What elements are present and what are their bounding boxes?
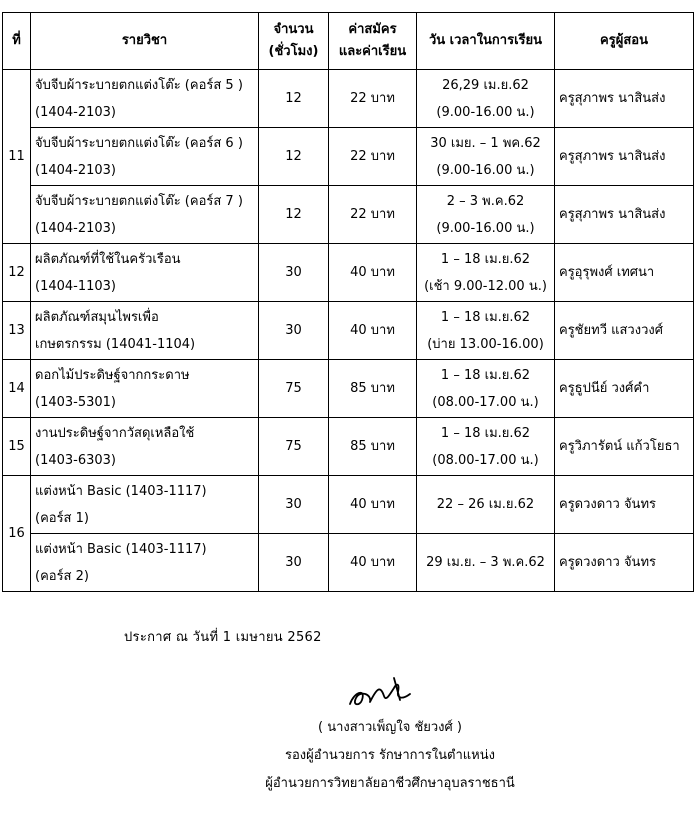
time-line2: (เช้า 9.00-12.00 น.) <box>424 278 547 294</box>
header-fee-line2: และค่าเรียน <box>338 44 407 59</box>
row-subject <box>31 186 259 244</box>
table-row <box>3 244 694 302</box>
row-hours: 75 <box>259 418 329 476</box>
subject-line2: (1404-1103) <box>35 278 117 294</box>
header-no: ที่ <box>3 13 31 70</box>
row-teacher: ครูดวงดาว จันทร <box>555 476 694 534</box>
row-fee: 22 บาท <box>329 128 417 186</box>
row-no: 12 <box>3 244 31 302</box>
time-line2: (9.00-16.00 น.) <box>436 162 535 178</box>
row-subject <box>31 128 259 186</box>
header-row <box>3 13 694 70</box>
subject-line1: จับจีบผ้าระบายตกแต่งโต๊ะ (คอร์ส 6 ) <box>35 135 243 151</box>
row-time <box>417 244 555 302</box>
announcement-date: ประกาศ ณ วันที่ 1 เมษายน 2562 <box>124 630 322 645</box>
table-row <box>3 186 694 244</box>
time-line2: (08.00-17.00 น.) <box>432 394 539 410</box>
row-subject <box>31 418 259 476</box>
row-no: 13 <box>3 302 31 360</box>
row-teacher: ครูอุรุพงศ์ เทศนา <box>555 244 694 302</box>
time-line1: 2 – 3 พ.ค.62 <box>446 193 525 209</box>
table-row <box>3 534 694 592</box>
row-hours: 75 <box>259 360 329 418</box>
row-fee: 22 บาท <box>329 70 417 128</box>
row-hours: 30 <box>259 302 329 360</box>
row-time <box>417 360 555 418</box>
row-subject <box>31 70 259 128</box>
row-time <box>417 418 555 476</box>
subject-line2: (คอร์ส 2) <box>35 568 89 584</box>
signer-position-1: รองผู้อำนวยการ รักษาการในตำแหน่ง <box>285 748 495 763</box>
subject-line2: เกษตรกรรม (14041-1104) <box>35 336 196 352</box>
time-line2: (9.00-16.00 น.) <box>436 104 535 120</box>
subject-line1: ดอกไม้ประดิษฐ์จากกระดาษ <box>35 367 190 383</box>
subject-line2: (1403-5301) <box>35 394 117 410</box>
row-fee: 40 บาท <box>329 244 417 302</box>
subject-line1: จับจีบผ้าระบายตกแต่งโต๊ะ (คอร์ส 7 ) <box>35 193 243 209</box>
header-fee <box>329 13 417 70</box>
row-fee: 85 บาท <box>329 418 417 476</box>
table-row <box>3 70 694 128</box>
subject-line1: จับจีบผ้าระบายตกแต่งโต๊ะ (คอร์ส 5 ) <box>35 77 243 93</box>
row-no: 16 <box>3 476 31 592</box>
row-hours: 12 <box>259 186 329 244</box>
row-hours: 30 <box>259 244 329 302</box>
table-row <box>3 360 694 418</box>
row-subject <box>31 534 259 592</box>
subject-line2: (1404-2103) <box>35 104 117 120</box>
time-line2: (บ่าย 13.00-16.00) <box>427 336 544 352</box>
table-row <box>3 302 694 360</box>
subject-line2: (1404-2103) <box>35 220 117 236</box>
row-fee: 22 บาท <box>329 186 417 244</box>
time-line2: (08.00-17.00 น.) <box>432 452 539 468</box>
table-row <box>3 476 694 534</box>
row-teacher: ครูวิภารัตน์ แก้วโยธา <box>555 418 694 476</box>
subject-line1: แต่งหน้า Basic (1403-1117) <box>35 483 207 499</box>
time-line1: 30 เมย. – 1 พค.62 <box>430 135 541 151</box>
row-no: 14 <box>3 360 31 418</box>
time-line1: 1 – 18 เม.ย.62 <box>440 367 531 383</box>
header-hours <box>259 13 329 70</box>
row-hours: 12 <box>259 70 329 128</box>
table-row <box>3 128 694 186</box>
subject-line1: ผลิตภัณฑ์ที่ใช้ในครัวเรือน <box>35 251 181 267</box>
signature-image <box>340 670 420 714</box>
row-subject <box>31 360 259 418</box>
row-fee: 40 บาท <box>329 476 417 534</box>
row-teacher: ครูธูปนีย์ วงศ์คำ <box>555 360 694 418</box>
row-teacher: ครูชัยทวี แสวงวงศ์ <box>555 302 694 360</box>
signer-position-2: ผู้อำนวยการวิทยาลัยอาชีวศึกษาอุบลราชธานี <box>265 776 515 791</box>
time-line1: 1 – 18 เม.ย.62 <box>440 309 531 325</box>
subject-line1: ผลิตภัณฑ์สมุนไพรเพื่อ <box>35 309 159 325</box>
row-hours: 12 <box>259 128 329 186</box>
course-table <box>2 12 694 592</box>
time-line1: 1 – 18 เม.ย.62 <box>440 251 531 267</box>
row-time <box>417 302 555 360</box>
subject-line2: (1404-2103) <box>35 162 117 178</box>
row-time <box>417 128 555 186</box>
row-teacher: ครูสุภาพร นาสินส่ง <box>555 70 694 128</box>
row-hours: 30 <box>259 534 329 592</box>
row-subject <box>31 244 259 302</box>
header-fee-line1: ค่าสมัคร <box>348 22 397 37</box>
row-time: 22 – 26 เม.ย.62 <box>417 476 555 534</box>
signer-name: ( นางสาวเพ็ญใจ ชัยวงศ์ ) <box>317 720 462 735</box>
row-fee: 85 บาท <box>329 360 417 418</box>
header-hours-line1: จำนวน <box>273 22 314 37</box>
time-line1: 1 – 18 เม.ย.62 <box>440 425 531 441</box>
header-hours-line2: (ชั่วโมง) <box>268 44 319 59</box>
row-time <box>417 70 555 128</box>
subject-line1: แต่งหน้า Basic (1403-1117) <box>35 541 207 557</box>
row-fee: 40 บาท <box>329 534 417 592</box>
time-line1: 26,29 เม.ย.62 <box>442 77 529 93</box>
row-teacher: ครูดวงดาว จันทร <box>555 534 694 592</box>
subject-line1: งานประดิษฐ์จากวัสดุเหลือใช้ <box>35 425 195 441</box>
header-teacher: ครูผู้สอน <box>555 13 694 70</box>
row-subject <box>31 302 259 360</box>
time-line2: (9.00-16.00 น.) <box>436 220 535 236</box>
row-time <box>417 186 555 244</box>
subject-line2: (1403-6303) <box>35 452 117 468</box>
row-no: 15 <box>3 418 31 476</box>
row-fee: 40 บาท <box>329 302 417 360</box>
header-time: วัน เวลาในการเรียน <box>417 13 555 70</box>
header-subject: รายวิชา <box>31 13 259 70</box>
subject-line2: (คอร์ส 1) <box>35 510 89 526</box>
row-hours: 30 <box>259 476 329 534</box>
row-time: 29 เม.ย. – 3 พ.ค.62 <box>417 534 555 592</box>
table-row <box>3 418 694 476</box>
row-no: 11 <box>3 70 31 244</box>
row-teacher: ครูสุภาพร นาสินส่ง <box>555 186 694 244</box>
row-subject <box>31 476 259 534</box>
row-teacher: ครูสุภาพร นาสินส่ง <box>555 128 694 186</box>
